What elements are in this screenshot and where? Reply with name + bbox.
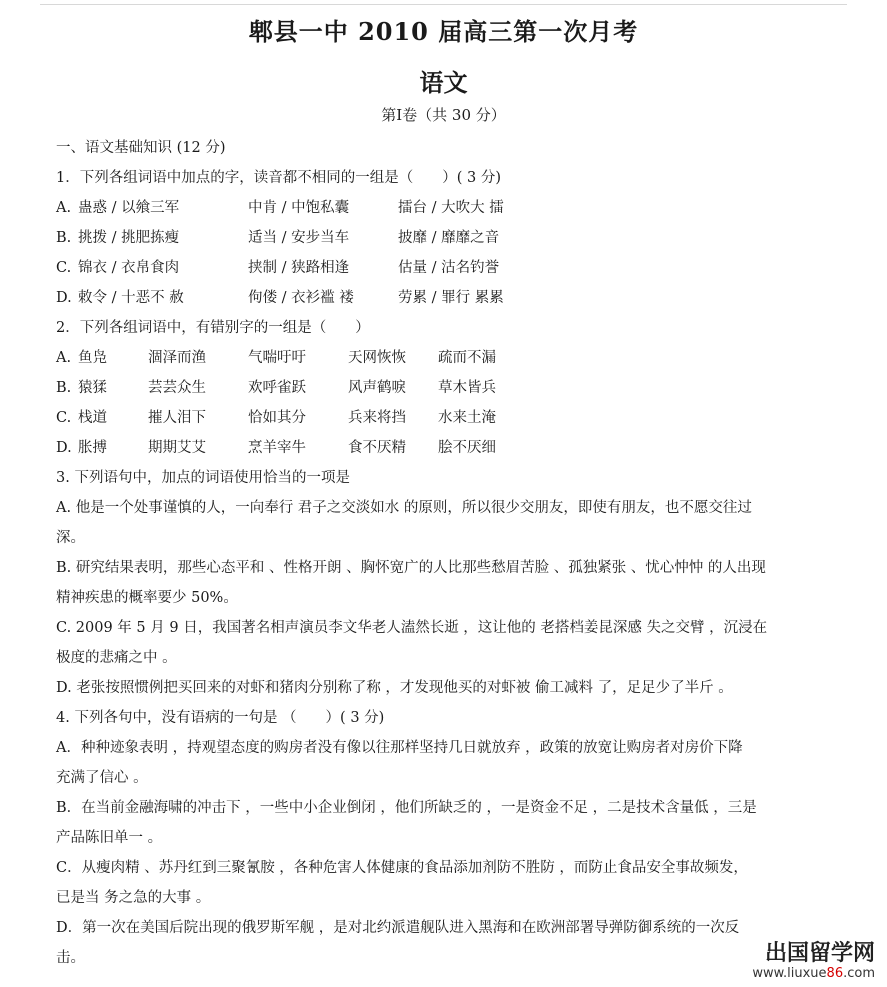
option-word: 锦衣 / 衣帛食肉	[78, 260, 180, 276]
option-word: 劳累 / 罪行 累累	[398, 290, 504, 306]
q3-stem: 3. 下列语句中，加点的词语使用恰当的一项是	[56, 470, 350, 486]
q1-stem: 1．下列各组词语中加点的字，读音都不相同的一组是（ ）( 3 分)	[56, 170, 501, 186]
option-word: 芸芸众生	[148, 380, 206, 396]
option-word: 气喘吁吁	[248, 350, 306, 366]
option-word: 胀搏	[78, 440, 107, 456]
q4-option-b: B．在当前金融海啸的冲击下 ，一些中小企业倒闭 ，他们所缺乏的 ，一是资金不足 ，二是技术含量低 ，三是	[56, 800, 757, 816]
option-letter: C.	[56, 410, 72, 426]
q4-option-c-cont: 已是当 务之急的大事 。	[56, 890, 211, 906]
watermark-url-suffix: .com	[843, 966, 875, 981]
option-word: 欢呼雀跃	[248, 380, 306, 396]
option-word: 食不厌精	[348, 440, 406, 456]
q3-option-b: B. 研究结果表明，那些心态平和 、性格开朗 、胸怀宽广的人比那些愁眉苦脸 、孤独紧张 、忧心忡忡 的人出现	[56, 560, 766, 576]
q3-option-d: D. 老张按照惯例把买回来的对虾和猪肉分别称了称 ，才发现他买的对虾被 偷工减料 了，足足少了半斤 。	[56, 680, 733, 696]
option-word: 脍不厌细	[438, 440, 496, 456]
option-letter: B.	[56, 230, 72, 246]
watermark-name: 出国留学网	[764, 941, 875, 966]
q4-option-b-cont: 产品陈旧单一 。	[56, 830, 163, 846]
option-word: 猿猱	[78, 380, 107, 396]
option-word: 恰如其分	[248, 410, 306, 426]
q2-stem: 2．下列各组词语中，有错别字的一组是（ ）	[56, 320, 370, 336]
q4-option-a: A．种种迹象表明 ，持观望态度的购房者没有像以往那样坚持几日就放弃 ，政策的放宽让购房者对房价下降	[56, 740, 743, 756]
option-letter: B.	[56, 380, 72, 396]
q3-option-b-cont: 精神疾患的概率要少 50%。	[56, 590, 238, 606]
exam-content	[56, 133, 846, 973]
option-letter: A.	[56, 350, 72, 366]
q1-option-b	[56, 223, 846, 253]
option-word: 挑拨 / 挑肥拣瘦	[78, 230, 180, 246]
option-letter: D.	[56, 440, 72, 456]
option-word: 涸泽而渔	[148, 350, 206, 366]
q2-option-c	[56, 403, 846, 433]
option-word: 适当 / 安步当车	[248, 230, 350, 246]
option-word: 摧人泪下	[148, 410, 206, 426]
q4-option-d-cont: 击。	[56, 950, 85, 966]
q3-option-a-cont: 深。	[56, 530, 85, 546]
subject-title: 语文	[419, 68, 468, 97]
option-word: 蛊惑 / 以飨三军	[78, 200, 180, 216]
option-word: 烹羊宰牛	[248, 440, 306, 456]
q4-option-c: C．从瘦肉精 、苏丹红到三聚氰胺 ，各种危害人体健康的食品添加剂防不胜防 ，而防止食品安全事故频发，	[56, 860, 748, 876]
option-word: 风声鹤唳	[348, 380, 406, 396]
option-word: 水来土淹	[438, 410, 496, 426]
option-word: 栈道	[78, 410, 107, 426]
watermark-url-number: 86	[826, 966, 844, 981]
q3-option-a: A. 他是一个处事谨慎的人，一向奉行 君子之交淡如水 的原则，所以很少交朋友，即使有朋友，也不愿交往过	[56, 500, 752, 516]
option-word: 敕令 / 十恶不 赦	[78, 290, 184, 306]
section-heading: 一、语文基础知识 (12 分)	[56, 140, 226, 156]
option-word: 兵来将挡	[348, 410, 406, 426]
option-word: 期期艾艾	[148, 440, 206, 456]
option-letter: D.	[56, 290, 72, 306]
option-word: 挟制 / 狭路相逢	[248, 260, 350, 276]
option-word: 擂台 / 大吹大 擂	[398, 200, 504, 216]
q3-option-c-cont: 极度的悲痛之中 。	[56, 650, 177, 666]
option-letter: C.	[56, 260, 72, 276]
option-word: 披靡 / 靡靡之音	[398, 230, 500, 246]
option-word: 佝偻 / 衣衫褴 褛	[248, 290, 354, 306]
option-word: 天网恢恢	[348, 350, 406, 366]
q1-option-c	[56, 253, 846, 283]
q2-option-a	[56, 343, 846, 373]
q2-option-d	[56, 433, 846, 463]
q1-option-d	[56, 283, 846, 313]
watermark-url-prefix: www.liuxue	[752, 966, 827, 981]
q4-option-a-cont: 充满了信心 。	[56, 770, 148, 786]
site-watermark	[752, 942, 875, 981]
volume-subtitle: 第Ⅰ卷（共 30 分）	[381, 106, 506, 124]
top-rule	[40, 4, 847, 5]
option-letter: A.	[56, 200, 72, 216]
exam-title: 郫县一中 2010 届高三第一次月考	[248, 17, 639, 46]
q2-option-b	[56, 373, 846, 403]
option-word: 疏而不漏	[438, 350, 496, 366]
option-word: 鱼凫	[78, 350, 107, 366]
q4-stem: 4. 下列各句中，没有语病的一句是 （ ）( 3 分)	[56, 710, 385, 726]
q4-option-d: D．第一次在美国后院出现的俄罗斯军舰 ，是对北约派遣舰队进入黑海和在欧洲部署导弹防御系统的一次反	[56, 920, 740, 936]
option-word: 估量 / 沽名钓誉	[398, 260, 500, 276]
watermark-url	[752, 966, 875, 981]
option-word: 中肯 / 中饱私囊	[248, 200, 350, 216]
q1-option-a	[56, 193, 846, 223]
option-word: 草木皆兵	[438, 380, 496, 396]
q3-option-c: C. 2009 年 5 月 9 日，我国著名相声演员李文华老人溘然长逝 ，这让他的 老搭档姜昆深感 失之交臂 ，沉浸在	[56, 620, 768, 636]
